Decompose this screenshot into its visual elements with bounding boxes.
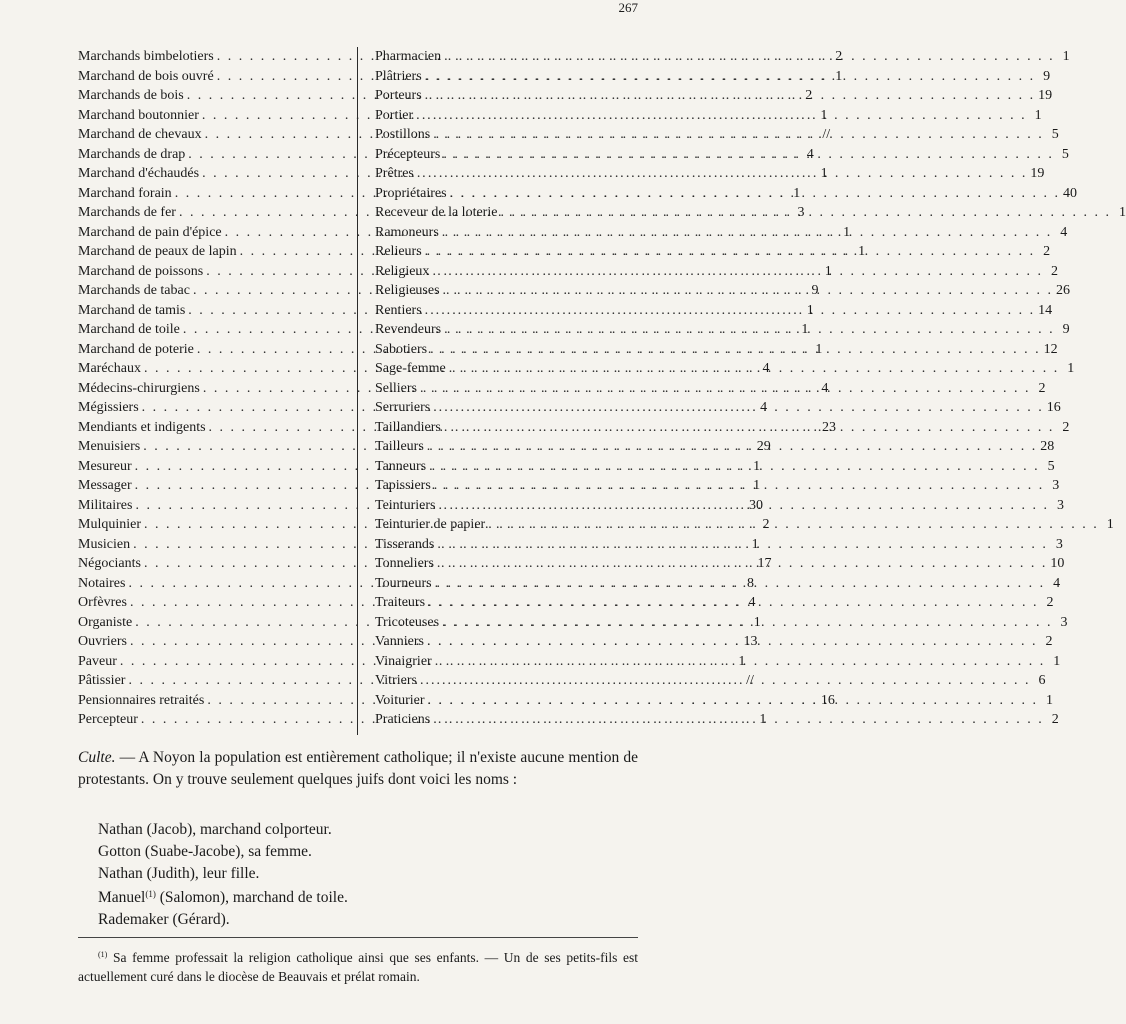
dot-leader: [488, 515, 1099, 535]
dot-leader: [444, 320, 1055, 340]
occupation-name: Voiturier: [375, 692, 425, 708]
dot-leader: [429, 457, 1040, 477]
occupation-name: Selliers: [375, 380, 417, 396]
dot-leader: [425, 242, 1036, 262]
occupation-name: Précepteurs: [375, 146, 441, 162]
occupation-count: 1: [793, 185, 801, 201]
occupation-name: Prêtres: [375, 166, 414, 181]
occupation-count: 1: [820, 107, 828, 123]
dot-leader: [433, 710, 1044, 730]
occupation-count: 2: [1038, 380, 1046, 396]
occupation-row: [375, 457, 1055, 477]
occupation-count: 16: [820, 692, 835, 708]
footnote-rule: [78, 937, 638, 938]
dot-leader: [420, 379, 1031, 399]
occupation-row: [375, 203, 1126, 223]
occupation-name: Pharmacien: [375, 49, 442, 64]
occupation-count: 1: [1053, 653, 1061, 669]
occupation-name: Religieux: [375, 263, 430, 279]
column-divider: [357, 47, 358, 735]
occupation-name: Relieurs: [375, 244, 422, 259]
occupation-count: 2: [835, 49, 843, 64]
occupation-count: 1: [753, 458, 761, 474]
occupation-name: Rentiers: [375, 302, 422, 318]
occupation-count: 3: [1060, 614, 1068, 630]
occupation-row: [375, 359, 1075, 379]
dot-leader: [427, 632, 1038, 652]
occupation-count: 1: [858, 244, 866, 259]
occupation-name: Marchands de tabac: [78, 283, 190, 298]
occupation-name: Tourneurs: [375, 575, 432, 591]
dot-leader: [443, 145, 1054, 165]
occupation-name: Traiteurs: [375, 595, 426, 610]
occupation-name: Tanneurs: [375, 458, 427, 474]
occupation-count: 5: [1047, 458, 1055, 474]
dot-leader: [416, 106, 1027, 126]
dot-leader: [437, 535, 1048, 555]
resident-surname: Manuel: [98, 889, 146, 907]
occupation-row: [375, 613, 1068, 633]
occupation-row: [375, 145, 1069, 165]
occupation-row: [375, 535, 1063, 555]
occupation-name: Marchand de poissons: [78, 263, 204, 279]
occupation-count: 4: [748, 595, 756, 610]
occupation-row: [375, 223, 1068, 243]
occupation-count: 4: [762, 361, 770, 376]
occupation-name: Marchand de chevaux: [78, 127, 202, 142]
occupation-name: Porteurs: [375, 88, 422, 103]
occupation-count: 28: [1040, 439, 1055, 454]
culte-heading: Culte.: [78, 749, 116, 766]
occupation-name: Marchands de bois: [78, 88, 184, 103]
occupation-count: 19: [1030, 166, 1045, 181]
occupation-count: 1: [806, 302, 814, 318]
occupation-count: 3: [1055, 536, 1063, 552]
dot-leader: [430, 340, 1041, 360]
occupation-name: Tapissiers: [375, 478, 431, 493]
occupation-name: Mendiants et indigents: [78, 419, 206, 435]
occupation-row: [375, 86, 1053, 106]
occupation-name: Teinturiers: [375, 497, 436, 513]
dot-leader: [428, 593, 1039, 613]
occupation-row: [375, 476, 1060, 496]
occupation-name: Négociants: [78, 556, 141, 571]
occupation-row: [375, 652, 1061, 672]
occupation-name: Marchand d'échaudés: [78, 166, 200, 181]
occupation-count: 1: [835, 68, 843, 84]
occupation-name: Marchands de fer: [78, 205, 176, 220]
occupation-count: 4: [806, 146, 814, 162]
occupation-count: 2: [1043, 244, 1051, 259]
occupation-name: Militaires: [78, 497, 133, 513]
dot-leader: [444, 47, 1055, 67]
occupation-name: Médecins-chirurgiens: [78, 380, 200, 396]
occupation-name: Sabotiers: [375, 341, 428, 357]
occupation-count: 1: [843, 224, 851, 240]
occupation-count: 1: [815, 341, 823, 357]
occupation-name: Pâtissier: [78, 673, 126, 688]
dot-leader: [442, 613, 1053, 633]
culte-text: — A Noyon la population est entièrement catholique; il n'existe aucune mention de protestants. On y trouve seulement quelques juifs dont voici les noms :: [78, 749, 638, 788]
occupation-name: Plâtriers: [375, 68, 422, 84]
occupation-row: [375, 710, 1059, 730]
occupation-count: 9: [1062, 322, 1070, 337]
occupation-name: Revendeurs: [375, 322, 442, 337]
resident-name: Nathan (Jacob), marchand colporteur.: [98, 821, 332, 838]
occupation-count: 10: [1050, 556, 1065, 571]
occupation-count: 8: [746, 575, 754, 591]
occupation-count: 2: [1050, 263, 1058, 279]
occupation-count: 2: [1062, 419, 1070, 435]
resident-name: Nathan (Judith), leur fille.: [98, 864, 260, 882]
occupation-count: 40: [1063, 185, 1078, 201]
dot-leader: [434, 476, 1045, 496]
occupation-count: 3: [1052, 478, 1060, 493]
dot-leader: [427, 437, 1038, 457]
occupation-count: 1: [824, 263, 832, 279]
occupation-row: [375, 340, 1058, 360]
resident-name: Rademaker (Gérard).: [98, 911, 230, 929]
occupation-name: Ramoneurs: [375, 224, 439, 240]
occupation-name: Vitriers: [375, 673, 417, 688]
occupation-row: [375, 574, 1061, 594]
occupation-name: Marchand de tamis: [78, 302, 186, 318]
occupation-row: [375, 320, 1070, 340]
resident-name: Gotton (Suabe-Jacobe), sa femme.: [98, 842, 312, 860]
occupation-name: Praticiens: [375, 712, 431, 727]
occupation-count: 1: [1067, 361, 1075, 376]
occupation-count: 6: [1038, 673, 1046, 688]
footnote-reference: (1): [145, 889, 156, 900]
occupation-name: Musicien: [78, 536, 131, 552]
occupation-name: Marchands de drap: [78, 146, 186, 162]
occupation-name: Marchand de toile: [78, 322, 180, 337]
occupation-name: Menuisiers: [78, 439, 141, 454]
dot-leader: [432, 262, 1043, 282]
occupation-count: 1: [1118, 205, 1126, 220]
occupation-count: 5: [1051, 127, 1059, 142]
occupation-row: [375, 515, 1114, 535]
occupations-table: [78, 47, 1126, 735]
occupation-count: 14: [1038, 302, 1053, 318]
occupation-count: 2: [805, 88, 813, 103]
occupation-row: [375, 184, 1078, 204]
dot-leader: [425, 67, 1036, 87]
dot-leader: [449, 359, 1060, 379]
occupation-name: Marchand boutonnier: [78, 107, 199, 123]
occupation-count: 2: [1045, 634, 1053, 649]
occupation-name: Postillons: [375, 127, 431, 142]
jewish-residents-list: [98, 819, 638, 931]
culte-paragraph: [78, 747, 638, 790]
occupation-count: 1: [751, 536, 759, 552]
occupation-row: [375, 164, 1045, 184]
occupation-count: 3: [797, 205, 805, 220]
occupation-name: Percepteur: [78, 712, 138, 727]
occupation-count: 3: [1056, 497, 1064, 513]
occupation-count: //: [746, 673, 754, 688]
occupation-name: Ouvriers: [78, 634, 127, 649]
occupation-name: Tonneliers: [375, 556, 434, 571]
occupation-name: Organiste: [78, 614, 133, 630]
occupation-row: [375, 125, 1059, 145]
occupation-count: 29: [756, 439, 771, 454]
occupation-name: Sage-femme: [375, 361, 446, 376]
occupation-name: Marchands bimbelotiers: [78, 49, 214, 64]
occupation-count: 1: [820, 166, 828, 181]
dot-leader: [500, 203, 1111, 223]
occupation-count: 4: [1053, 575, 1061, 591]
occupation-count: 30: [748, 497, 763, 513]
occupation-count: 9: [811, 283, 819, 298]
occupation-count: 26: [1056, 283, 1071, 298]
occupation-count: //: [822, 127, 831, 142]
occupation-name: Tricoteuses: [375, 614, 440, 630]
occupation-name: Marchand de peaux de lapin: [78, 244, 237, 259]
occupation-name: Marchand de pain d'épice: [78, 224, 222, 240]
occupation-name: Maréchaux: [78, 361, 141, 376]
occupation-row: [375, 242, 1051, 262]
occupation-count: 1: [759, 712, 767, 727]
dot-leader: [433, 125, 1044, 145]
dot-leader: [443, 281, 1054, 301]
occupation-name: Religieuses: [375, 283, 440, 298]
occupation-name: Receveur de la loterie: [375, 205, 498, 220]
occupation-count: 1: [1062, 49, 1070, 64]
occupation-name: Mesureur: [78, 458, 132, 474]
occupation-name: Pensionnaires retraités: [78, 692, 205, 708]
occupation-name: Messager: [78, 478, 132, 493]
occupation-count: 2: [762, 517, 770, 532]
occupation-count: 1: [1034, 107, 1042, 123]
occupation-row: [375, 671, 1046, 691]
page-number: 267: [618, 0, 638, 15]
occupation-name: Serruriers: [375, 400, 431, 415]
occupation-row: [375, 281, 1071, 301]
dot-leader: [435, 652, 1046, 672]
occupation-name: Marchand forain: [78, 185, 172, 201]
occupation-name: Marchand de bois ouvré: [78, 68, 214, 84]
occupation-count: 12: [1043, 341, 1058, 357]
occupation-name: Propriétaires: [375, 185, 447, 201]
footnote-text: Sa femme professait la religion catholique ainsi que ses enfants. — Un de ses petits-fils est actuellement curé dans le diocèse de Beauvais et prélat romain.: [78, 950, 638, 984]
dot-leader: [425, 301, 1036, 321]
occupation-count: 2: [1046, 595, 1054, 610]
occupation-row: [375, 593, 1054, 613]
dot-leader: [420, 671, 1031, 691]
occupation-row: [375, 398, 1061, 418]
dot-leader: [437, 554, 1048, 574]
occupation-count: 17: [757, 556, 772, 571]
occupation-name: Marchand de poterie: [78, 341, 194, 357]
dot-leader: [417, 164, 1028, 184]
occupation-count: 1: [801, 322, 809, 337]
occupation-count: 13: [743, 634, 758, 649]
occupation-count: 1: [753, 478, 761, 493]
occupation-count: 19: [1038, 88, 1053, 103]
occupation-name: Tisserands: [375, 536, 435, 552]
occupation-count: 9: [1043, 68, 1051, 84]
occupation-name: Mulquinier: [78, 517, 141, 532]
footnote-marker: (1): [98, 950, 108, 959]
occupation-count: 1: [753, 614, 761, 630]
occupation-count: 23: [822, 419, 837, 435]
dot-leader: [444, 418, 1055, 438]
occupation-count: 16: [1046, 400, 1061, 415]
occupation-row: [375, 301, 1053, 321]
dot-leader: [442, 223, 1053, 243]
occupation-count: 1: [738, 653, 746, 669]
occupation-name: Vinaigrier: [375, 653, 432, 669]
dot-leader: [450, 184, 1061, 204]
footnote: [78, 945, 638, 986]
occupation-name: Notaires: [78, 575, 126, 591]
occupation-name: Teinturier de papier: [375, 517, 486, 532]
occupation-count: 1: [1046, 692, 1054, 708]
occupation-count: 1: [1106, 517, 1114, 532]
occupation-name: Paveur: [78, 653, 117, 669]
occupation-row: [375, 47, 1070, 67]
dot-leader: [428, 691, 1039, 711]
occupation-count: 2: [1051, 712, 1059, 727]
occupation-name: Orfèvres: [78, 595, 127, 610]
occupation-name: Mégissiers: [78, 400, 139, 415]
occupation-row: [375, 262, 1058, 282]
occupation-name: Vanniers: [375, 634, 424, 649]
occupation-row: [375, 106, 1042, 126]
dot-leader: [433, 398, 1044, 418]
occupation-count: 4: [1060, 224, 1068, 240]
resident-name: [98, 884, 638, 909]
occupation-name: Tailleurs: [375, 439, 424, 454]
occupation-row: [375, 379, 1046, 399]
dot-leader: [425, 86, 1036, 106]
dot-leader: [435, 574, 1046, 594]
occupation-count: 5: [1061, 146, 1069, 162]
resident-details: (Salomon), marchand de toile.: [155, 889, 348, 907]
occupation-count: 4: [821, 380, 829, 396]
occupation-name: Portier: [375, 107, 414, 123]
occupation-name: Taillandiers: [375, 419, 441, 435]
occupation-count: 4: [760, 400, 768, 415]
dot-leader: [438, 496, 1049, 516]
occupation-row: [375, 67, 1051, 87]
